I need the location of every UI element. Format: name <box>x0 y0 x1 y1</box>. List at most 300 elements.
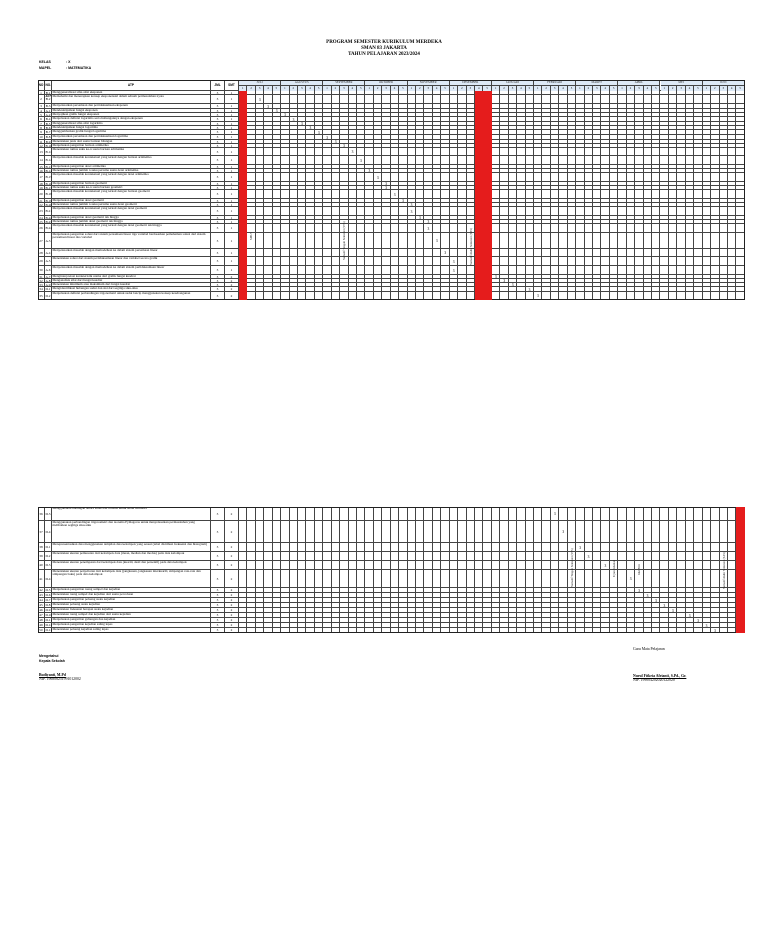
week-cell <box>323 148 331 155</box>
week-cell <box>433 190 441 198</box>
week-cell <box>332 292 340 299</box>
week-cell <box>492 135 500 139</box>
week-cell <box>290 283 298 286</box>
week-cell <box>357 233 365 248</box>
cell-smt: 1 <box>225 113 239 116</box>
week-cell <box>374 224 382 232</box>
week-cell <box>644 126 652 129</box>
week-cell <box>644 186 652 189</box>
week-cell <box>357 220 365 223</box>
week-cell <box>703 257 711 265</box>
week-cell <box>467 521 475 542</box>
week-cell <box>694 144 702 147</box>
week-cell <box>711 224 719 232</box>
week-cell <box>610 521 618 542</box>
week-header: 4 <box>644 86 652 91</box>
week-cell <box>703 216 711 219</box>
kepala-sekolah-sign <box>39 673 81 682</box>
week-cell <box>458 122 466 125</box>
week-cell <box>374 561 382 569</box>
week-cell <box>391 543 399 551</box>
week-cell <box>542 618 550 622</box>
week-cell <box>315 140 323 143</box>
week-cell <box>365 628 373 632</box>
week-cell <box>703 126 711 129</box>
week-cell <box>399 249 407 256</box>
week-cell <box>694 126 702 129</box>
week-cell <box>534 190 542 198</box>
week-cell <box>450 220 458 223</box>
week-cell <box>703 156 711 164</box>
week-cell <box>593 165 601 168</box>
week-cell <box>568 104 576 108</box>
week-cell <box>408 628 416 632</box>
week-cell <box>526 623 534 627</box>
week-cell <box>644 608 652 612</box>
cell-atp: Menganalisis sifat dari fungsi kuadrat <box>52 279 211 282</box>
cell-atp: Menjelaskan pengertian deret aritmetika <box>52 165 211 168</box>
week-cell <box>467 608 475 612</box>
week-cell <box>720 623 728 627</box>
week-cell <box>492 598 500 602</box>
week-cell <box>618 292 626 299</box>
week-cell <box>509 603 517 607</box>
week-cell <box>467 266 475 274</box>
week-cell <box>703 266 711 274</box>
week-cell <box>247 169 255 172</box>
week-cell <box>391 275 399 278</box>
week-cell <box>298 507 306 520</box>
week-cell <box>458 169 466 172</box>
cell-jml: 3 <box>211 140 225 143</box>
week-cell <box>323 552 331 560</box>
cell-code: B.16 <box>45 182 52 186</box>
week-cell <box>736 169 744 172</box>
schedule-mark: 3 <box>579 545 581 550</box>
week-cell <box>635 608 643 612</box>
week-cell <box>374 140 382 143</box>
week-cell <box>408 156 416 164</box>
week-cell <box>273 279 281 282</box>
week-cell <box>585 233 593 248</box>
week-cell <box>349 552 357 560</box>
week-cell <box>728 603 736 607</box>
week-cell <box>441 130 449 134</box>
week-cell <box>534 148 542 155</box>
week-cell <box>290 122 298 125</box>
week-cell <box>509 148 517 155</box>
week-cell <box>551 249 559 256</box>
week-cell <box>551 608 559 612</box>
cell-atp: Menggambarkan grafik fungsi logaritma <box>52 130 211 134</box>
week-cell <box>559 135 567 139</box>
week-cell <box>273 613 281 617</box>
week-cell <box>517 283 525 286</box>
week-cell <box>720 144 728 147</box>
week-cell <box>720 287 728 291</box>
week-cell <box>711 173 719 181</box>
week-cell <box>728 608 736 612</box>
week-cell <box>686 190 694 198</box>
week-cell <box>256 608 264 612</box>
guru-label: Guru Mata Pelajaran <box>633 647 665 651</box>
week-cell <box>273 561 281 569</box>
week-cell <box>627 613 635 617</box>
cell-no: 39 <box>38 552 45 560</box>
week-cell <box>551 165 559 168</box>
week-cell <box>264 126 272 129</box>
week-cell <box>500 190 508 198</box>
week-cell <box>374 156 382 164</box>
week-cell <box>399 165 407 168</box>
week-cell <box>686 104 694 108</box>
week-cell <box>635 126 643 129</box>
week-cell <box>424 287 432 291</box>
week-cell <box>694 203 702 206</box>
week-cell <box>256 130 264 134</box>
schedule-mark: 3 <box>334 140 337 144</box>
schedule-mark: 3 <box>655 598 657 603</box>
week-cell <box>450 628 458 632</box>
week-cell <box>551 287 559 291</box>
week-cell <box>306 186 314 189</box>
week-cell <box>467 190 475 198</box>
week-cell <box>467 104 475 108</box>
week-cell <box>711 552 719 560</box>
week-cell <box>694 140 702 143</box>
week-cell <box>323 507 331 520</box>
week-cell <box>298 182 306 185</box>
week-cell <box>669 130 677 134</box>
week-cell <box>433 113 441 116</box>
week-cell <box>374 283 382 286</box>
week-cell <box>391 95 399 103</box>
week-cell <box>349 169 357 172</box>
week-cell <box>736 224 744 232</box>
week-cell <box>247 507 255 520</box>
week-cell <box>408 543 416 551</box>
week-cell <box>298 603 306 607</box>
week-cell <box>551 613 559 617</box>
week-cell <box>264 266 272 274</box>
week-cell <box>627 628 635 632</box>
week-cell <box>644 570 652 587</box>
week-cell <box>711 283 719 286</box>
cell-no: 47 <box>38 613 45 617</box>
month-header: DESEMBER <box>450 80 492 86</box>
week-cell <box>686 144 694 147</box>
week-cell <box>273 182 281 185</box>
week-cell <box>728 279 736 282</box>
week-cell <box>323 283 331 286</box>
week-cell <box>585 126 593 129</box>
week-cell <box>298 104 306 108</box>
schedule-mark: 3 <box>444 251 447 255</box>
week-cell <box>661 182 669 185</box>
week-cell <box>711 130 719 134</box>
week-cell <box>441 165 449 168</box>
week-cell <box>349 113 357 116</box>
week-cell <box>273 207 281 215</box>
week-cell <box>644 220 652 223</box>
week-cell <box>424 570 432 587</box>
week-cell <box>332 598 340 602</box>
week-cell <box>593 130 601 134</box>
week-cell <box>534 117 542 121</box>
week-cell <box>500 608 508 612</box>
week-cell <box>635 233 643 248</box>
week-cell <box>635 593 643 597</box>
week-cell <box>382 113 390 116</box>
week-cell <box>399 169 407 172</box>
week-cell <box>585 113 593 116</box>
week-cell <box>273 117 281 121</box>
week-cell <box>256 203 264 206</box>
week-cell <box>526 233 534 248</box>
week-cell <box>298 216 306 219</box>
week-cell <box>517 593 525 597</box>
week-cell <box>652 199 660 202</box>
week-cell <box>492 182 500 185</box>
week-cell <box>559 507 567 520</box>
week-cell <box>585 608 593 612</box>
week-cell <box>391 593 399 597</box>
table-row <box>38 173 745 182</box>
week-cell <box>728 593 736 597</box>
week-cell <box>467 279 475 282</box>
week-cell <box>416 279 424 282</box>
week-cell <box>467 130 475 134</box>
week-cell <box>694 521 702 542</box>
week-cell <box>500 623 508 627</box>
week-cell <box>290 507 298 520</box>
week-cell <box>365 148 373 155</box>
week-cell <box>298 283 306 286</box>
week-cell <box>652 521 660 542</box>
week-cell <box>281 126 289 129</box>
school-name: SMAN 83 JAKARTA <box>361 46 407 51</box>
week-cell <box>349 287 357 291</box>
week-cell <box>290 552 298 560</box>
table-row <box>38 207 745 216</box>
week-cell <box>256 257 264 265</box>
week-cell <box>256 113 264 116</box>
week-cell <box>416 287 424 291</box>
week-cell <box>273 173 281 181</box>
week-cell <box>568 156 576 164</box>
week-cell <box>627 117 635 121</box>
week-cell <box>399 95 407 103</box>
week-cell <box>736 117 744 121</box>
mapel-value: : MATEMATIKA <box>66 66 92 70</box>
week-cell <box>551 104 559 108</box>
week-cell <box>635 618 643 622</box>
week-cell <box>644 140 652 143</box>
week-cell <box>374 113 382 116</box>
week-cell <box>441 144 449 147</box>
week-cell <box>517 561 525 569</box>
week-cell <box>500 165 508 168</box>
week-cell <box>593 249 601 256</box>
week-cell <box>281 117 289 121</box>
week-cell <box>416 104 424 108</box>
week-cell <box>644 521 652 542</box>
week-cell <box>576 122 584 125</box>
week-cell <box>568 186 576 189</box>
week-cell <box>509 613 517 617</box>
week-cell <box>433 104 441 108</box>
week-cell <box>374 144 382 147</box>
week-cell <box>424 543 432 551</box>
week-cell <box>551 561 559 569</box>
week-cell <box>677 190 685 198</box>
week-cell <box>703 279 711 282</box>
week-cell <box>290 144 298 147</box>
week-cell <box>728 148 736 155</box>
week-cell <box>492 104 500 108</box>
cell-smt: 2 <box>225 561 239 569</box>
week-cell <box>483 608 491 612</box>
week-cell <box>526 257 534 265</box>
week-cell <box>568 165 576 168</box>
week-cell <box>492 588 500 592</box>
week-cell <box>424 148 432 155</box>
week-cell <box>349 130 357 134</box>
week-cell <box>315 173 323 181</box>
week-cell <box>273 169 281 172</box>
week-cell <box>349 126 357 129</box>
week-cell <box>256 135 264 139</box>
week-cell <box>382 287 390 291</box>
week-cell <box>483 613 491 617</box>
week-cell <box>256 207 264 215</box>
week-cell <box>534 130 542 134</box>
week-cell <box>374 182 382 185</box>
week-cell <box>433 521 441 542</box>
week-cell <box>483 618 491 622</box>
week-cell <box>500 130 508 134</box>
week-cell <box>500 216 508 219</box>
week-cell <box>720 613 728 617</box>
week-cell <box>357 292 365 299</box>
week-cell <box>408 521 416 542</box>
week-cell <box>483 593 491 597</box>
week-cell <box>711 140 719 143</box>
week-cell <box>340 521 348 542</box>
week-cell <box>306 507 314 520</box>
week-header: 2 <box>711 86 719 91</box>
kepala-sekolah-label: Kepala Sekolah <box>39 659 65 663</box>
week-cell <box>551 220 559 223</box>
week-cell <box>298 224 306 232</box>
week-cell <box>652 216 660 219</box>
week-cell <box>281 283 289 286</box>
week-cell <box>374 207 382 215</box>
week-cell <box>332 95 340 103</box>
cell-jml: 3 <box>211 552 225 560</box>
week-cell <box>627 224 635 232</box>
week-header: 1 <box>239 86 247 91</box>
cell-smt: 1 <box>225 190 239 198</box>
week-cell <box>424 628 432 632</box>
week-cell <box>593 266 601 274</box>
week-cell <box>601 207 609 215</box>
week-cell <box>593 623 601 627</box>
week-cell <box>610 613 618 617</box>
week-cell <box>610 266 618 274</box>
week-cell <box>382 249 390 256</box>
week-cell <box>517 122 525 125</box>
week-cell <box>694 104 702 108</box>
week-cell <box>323 598 331 602</box>
week-cell <box>542 135 550 139</box>
week-cell <box>264 148 272 155</box>
week-cell <box>500 618 508 622</box>
week-cell <box>703 570 711 587</box>
week-cell <box>661 283 669 286</box>
week-cell <box>365 593 373 597</box>
week-cell <box>509 140 517 143</box>
week-cell <box>618 593 626 597</box>
week-cell <box>559 148 567 155</box>
week-cell <box>332 117 340 121</box>
week-cell <box>542 91 550 94</box>
month-header: MEI <box>661 80 703 86</box>
week-cell <box>391 561 399 569</box>
week-cell <box>526 618 534 622</box>
week-cell <box>736 104 744 108</box>
week-cell <box>661 113 669 116</box>
week-cell <box>694 266 702 274</box>
week-cell <box>492 224 500 232</box>
week-cell <box>711 570 719 587</box>
week-cell <box>332 233 340 248</box>
week-cell <box>661 135 669 139</box>
week-cell <box>450 135 458 139</box>
week-cell <box>551 156 559 164</box>
week-cell <box>644 104 652 108</box>
week-cell <box>568 249 576 256</box>
week-cell <box>306 593 314 597</box>
week-cell <box>349 109 357 112</box>
week-cell <box>264 156 272 164</box>
week-cell <box>618 144 626 147</box>
week-cell <box>551 603 559 607</box>
week-cell <box>382 220 390 223</box>
cell-no: 27 <box>38 233 45 248</box>
week-cell <box>357 283 365 286</box>
week-cell <box>542 156 550 164</box>
week-header: 1 <box>365 86 373 91</box>
week-cell <box>450 91 458 94</box>
week-cell <box>399 130 407 134</box>
week-cell <box>349 266 357 274</box>
week-cell <box>711 182 719 185</box>
week-cell <box>534 135 542 139</box>
week-cell <box>408 283 416 286</box>
week-cell <box>475 588 483 592</box>
week-cell <box>686 292 694 299</box>
week-cell <box>340 603 348 607</box>
week-cell <box>408 122 416 125</box>
cell-atp: Menjelaskan pengertian peluang suatu kejadian <box>52 598 211 602</box>
week-cell <box>585 144 593 147</box>
vertical-label: Sumatif Tengah Semester (STS) <box>342 221 347 260</box>
week-cell <box>315 117 323 121</box>
week-cell <box>458 292 466 299</box>
week-cell <box>517 169 525 172</box>
week-cell <box>526 173 534 181</box>
